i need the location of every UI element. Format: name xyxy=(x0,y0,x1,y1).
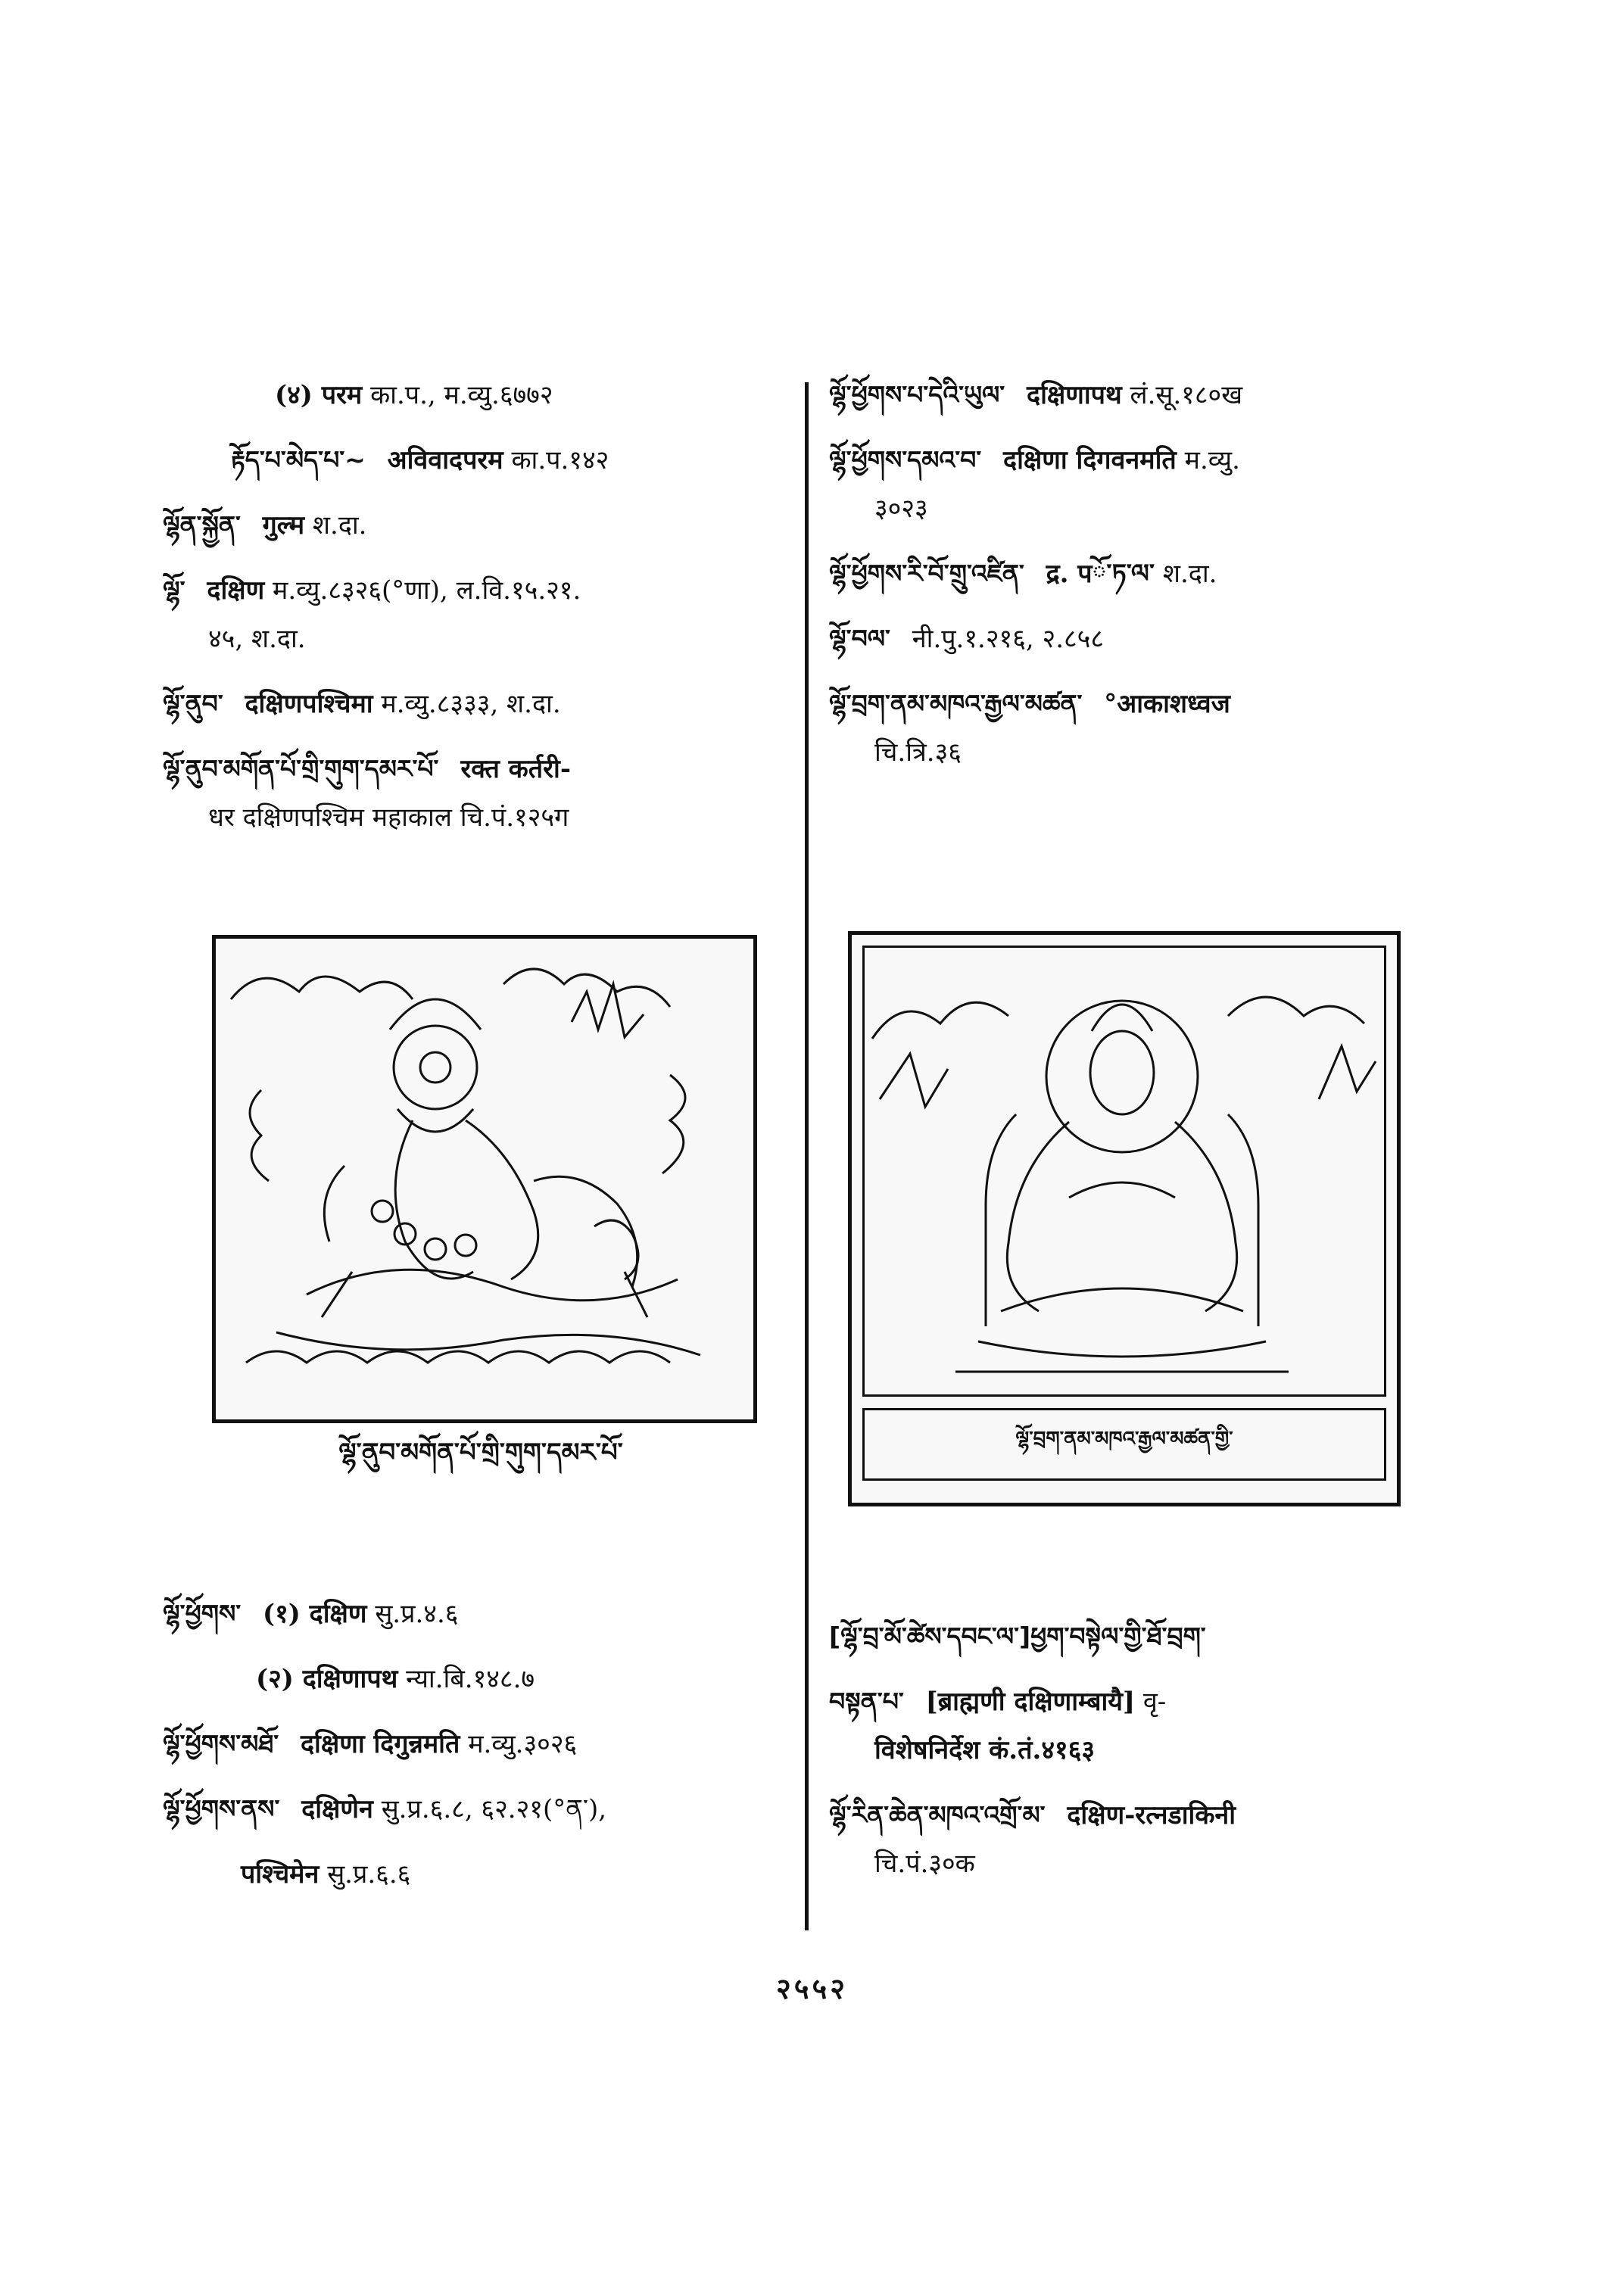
source-reference: म.व्यु.८३३३, श.दा. xyxy=(381,689,561,719)
tibetan-headword: ལྷོ་ཕྱོགས་ནས་ xyxy=(163,1794,280,1824)
dictionary-entry xyxy=(163,1850,791,1899)
sanskrit-equivalent: (१) दक्षिण xyxy=(262,1599,367,1629)
dictionary-entry xyxy=(163,745,795,842)
dictionary-entry xyxy=(163,1785,791,1833)
entry-continuation: ३०२३ xyxy=(874,494,928,524)
tibetan-headword: ལྷོ་ཕྱོགས་མཐོ་ xyxy=(163,1729,279,1759)
dictionary-entry xyxy=(163,501,795,550)
dictionary-entry xyxy=(163,371,795,419)
page-number: २५५२ xyxy=(775,1971,849,2005)
tibetan-headword: [ལྷོ་བྲ་མོ་ཚེས་དབང་ལ་]ཕྱག་བསྟེལ་གྱི་ཐོ་བྲག་ xyxy=(829,1622,1206,1651)
source-reference: सु.प्र.६.६ xyxy=(327,1859,411,1890)
dictionary-entry xyxy=(829,1791,1465,1888)
tibetan-headword: ལྷོ་ཕྱོགས་རི་བོ་གྲུ་འཛིན་ xyxy=(829,559,1024,588)
sanskrit-equivalent: रक्त कर्तरी- xyxy=(460,754,571,784)
source-reference: नी.पु.१.२१६, २.८५८ xyxy=(912,624,1105,654)
dictionary-entry xyxy=(829,436,1465,533)
entry-continuation: विशेषनिर्देश कं.तं.४१६३ xyxy=(874,1735,1096,1765)
dictionary-entry xyxy=(163,1590,791,1638)
sanskrit-equivalent: दक्षिणपश्चिमा xyxy=(245,689,373,719)
entry-continuation: ४५, श.दा. xyxy=(208,624,306,654)
lama-image-frame xyxy=(862,946,1386,1397)
column-divider xyxy=(805,382,809,1930)
source-reference: श.दा. xyxy=(312,510,367,541)
tibetan-headword: ལྷོ་ xyxy=(163,575,185,605)
tibetan-headword: ལྷོན་སྐྱོན་ xyxy=(163,510,241,540)
source-reference: सु.प्र.६.८, ६२.२१(°ན་), xyxy=(381,1794,607,1824)
dictionary-entry xyxy=(163,1655,791,1703)
sanskrit-equivalent: दक्षिणेन xyxy=(301,1794,373,1824)
sanskrit-equivalent: दक्षिणापथ xyxy=(1027,380,1122,410)
figure-left-caption: ལྷོ་ནུབ་མགོན་པོ་གྲི་གུག་དམར་པོ་ xyxy=(338,1438,623,1468)
sanskrit-equivalent: अविवादपरम xyxy=(387,445,503,475)
source-reference: का.प.१४२ xyxy=(511,445,609,475)
lama-caption-box xyxy=(862,1408,1386,1481)
dictionary-entry xyxy=(829,615,1465,663)
dictionary-entry xyxy=(163,680,795,728)
sanskrit-equivalent: दक्षिणा दिगवनमति xyxy=(1003,445,1177,475)
dictionary-entry xyxy=(163,1720,791,1768)
bottom-left-entries xyxy=(163,1590,791,1915)
left-column xyxy=(163,371,795,858)
tibetan-headword: བསྟན་པ་ xyxy=(829,1687,904,1716)
right-column xyxy=(829,371,1465,793)
source-reference: म.व्यु.३०२६ xyxy=(468,1729,578,1759)
tibetan-headword: ལྷོ་ཕྱོགས་དམའ་བ་ xyxy=(829,445,982,475)
dictionary-entry xyxy=(829,680,1465,777)
tibetan-headword: རྟོད་པ་མེད་པ་~ xyxy=(231,445,366,475)
sanskrit-equivalent: द्र. पོ་ཏ་ལ་ xyxy=(1046,559,1155,589)
tibetan-headword: ལྷོ་བལ་ xyxy=(829,624,890,653)
dictionary-entry xyxy=(829,1678,1465,1774)
sanskrit-equivalent: गुल्म xyxy=(262,510,305,541)
sanskrit-equivalent: [ब्राह्मणी दक्षिणाम्बायै] xyxy=(925,1687,1136,1717)
dictionary-entry xyxy=(163,436,795,484)
tibetan-headword: ལྷོ་རིན་ཆེན་མཁའ་འགྲོ་མ་ xyxy=(829,1800,1046,1830)
lama-woodcut-image xyxy=(865,948,1382,1390)
bottom-right-entries xyxy=(829,1612,1465,1905)
tibetan-headword: ལྷོ་ནུབ་མགོན་པོ་གྲི་གུག་དམར་པོ་ xyxy=(163,754,439,784)
source-reference: सु.प्र.४.६ xyxy=(375,1599,459,1629)
dictionary-entry xyxy=(829,371,1465,419)
dictionary-entry xyxy=(829,550,1465,598)
entry-continuation: चि.पं.३०क xyxy=(874,1849,975,1879)
entry-continuation: धर दक्षिणपश्चिम महाकाल चि.पं.१२५ग xyxy=(208,802,569,833)
sanskrit-equivalent: °आकाशध्वज xyxy=(1104,689,1230,719)
dictionary-entry xyxy=(829,1612,1465,1661)
source-reference: का.प., म.व्यु.६७७२ xyxy=(370,380,553,410)
figure-mahakala xyxy=(212,935,757,1423)
sanskrit-equivalent: दक्षिण-रत्नडाकिनी xyxy=(1067,1800,1236,1830)
sanskrit-equivalent: (२) दक्षिणापथ xyxy=(256,1664,398,1694)
mahakala-woodcut-image xyxy=(216,939,746,1412)
figure-lama xyxy=(848,931,1401,1506)
tibetan-headword: ལྷོ་ནུབ་ xyxy=(163,689,223,718)
source-reference: म.व्यु. xyxy=(1184,445,1240,475)
entry-continuation: चि.त्रि.३६ xyxy=(874,737,962,768)
sanskrit-equivalent: दक्षिण xyxy=(207,575,265,606)
source-reference: न्या.बि.१४८.७ xyxy=(406,1664,535,1694)
sanskrit-equivalent: (४) परम xyxy=(275,380,363,410)
source-reference: वृ- xyxy=(1142,1687,1167,1717)
figure-right-caption: ལྷོ་བྲག་ནམ་མཁའ་རྒྱལ་མཚན་གྱི་ xyxy=(1015,1427,1233,1450)
sanskrit-equivalent: दक्षिणा दिगुन्नमति xyxy=(301,1729,460,1759)
dictionary-entry xyxy=(163,566,795,663)
source-reference: म.व्यु.८३२६(°णा), ल.वि.१५.२१. xyxy=(273,575,581,606)
sanskrit-equivalent: पश्चिमेन xyxy=(241,1859,320,1890)
source-reference: लं.सू.१८०ख xyxy=(1130,380,1243,410)
tibetan-headword: ལྷོ་བྲག་ནམ་མཁའ་རྒྱལ་མཚན་ xyxy=(829,689,1083,718)
tibetan-headword: ལྷོ་ཕྱོགས་ xyxy=(163,1599,242,1628)
source-reference: श.दा. xyxy=(1162,559,1217,589)
tibetan-headword: ལྷོ་ཕྱོགས་པ་དེའི་ཡུལ་ xyxy=(829,380,1005,410)
